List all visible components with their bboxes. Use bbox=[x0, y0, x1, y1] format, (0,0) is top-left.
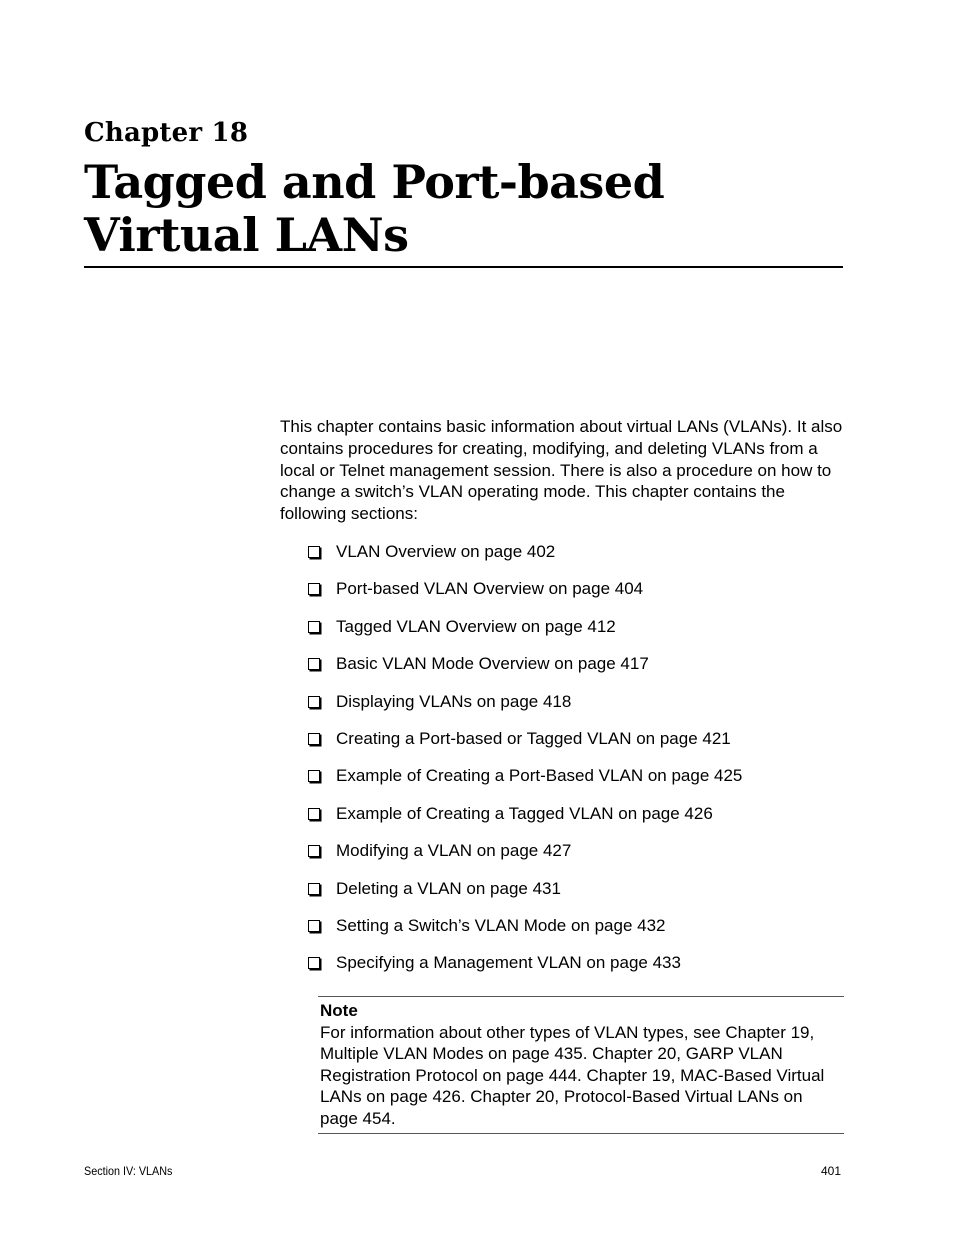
section-item-label: Tagged VLAN Overview on page 412 bbox=[336, 616, 616, 636]
section-item-label: Modifying a VLAN on page 427 bbox=[336, 841, 572, 861]
chapter-title bbox=[84, 156, 844, 262]
note-box bbox=[318, 996, 844, 1134]
section-item-label: Setting a Switch’s VLAN Mode on page 432 bbox=[336, 915, 666, 935]
checkbox-icon bbox=[308, 583, 320, 595]
checkbox-icon bbox=[308, 883, 320, 895]
checkbox-icon bbox=[308, 957, 320, 969]
section-item-label: Creating a Port-based or Tagged VLAN on page 421 bbox=[336, 728, 731, 748]
checkbox-icon bbox=[308, 770, 320, 782]
note-body: For information about other types of VLAN types, see Chapter 19, Multiple VLAN Modes on page 435. Chapter 20, GARP VLAN Registration Protocol on page 444. Chapter 19, MAC-Based Virtual LANs on page 426. Chapter 20, Protocol-Based Virtual LANs on page 454. bbox=[320, 1022, 825, 1128]
section-item-label: Port-based VLAN Overview on page 404 bbox=[336, 579, 644, 599]
section-item-label: Example of Creating a Port-Based VLAN on page 425 bbox=[336, 766, 743, 786]
checkbox-icon bbox=[308, 621, 320, 633]
checkbox-icon bbox=[308, 546, 320, 558]
note-heading: Note bbox=[320, 1001, 358, 1020]
footer-page-number: 401 bbox=[820, 1164, 841, 1178]
section-item-label: Deleting a VLAN on page 431 bbox=[336, 878, 561, 898]
section-item-label: Example of Creating a Tagged VLAN on page 426 bbox=[336, 803, 713, 823]
section-item-label: Basic VLAN Mode Overview on page 417 bbox=[336, 654, 649, 674]
footer-section-label: Section IV: VLANs bbox=[84, 1164, 173, 1178]
chapter-label: Chapter 18 bbox=[84, 118, 249, 148]
checkbox-icon bbox=[308, 808, 320, 820]
checkbox-icon bbox=[308, 845, 320, 857]
section-item-label: VLAN Overview on page 402 bbox=[336, 542, 556, 561]
chapter-title-line-2: Virtual LANs bbox=[84, 208, 409, 262]
checkbox-icon bbox=[308, 658, 320, 670]
section-item-label: Displaying VLANs on page 418 bbox=[336, 691, 572, 711]
section-item-label: Specifying a Management VLAN on page 433 bbox=[336, 953, 681, 973]
checkbox-icon bbox=[308, 696, 320, 708]
title-rule bbox=[84, 266, 843, 268]
checkbox-icon bbox=[308, 920, 320, 932]
checkbox-icon bbox=[308, 733, 320, 745]
intro-paragraph: This chapter contains basic information about virtual LANs (VLANs). It also contains procedures for creating, modifying, and deleting VLANs from a local or Telnet management session. There is also a procedure on how to change a switch’s VLAN operating mode. This chapter contains the following sections: bbox=[280, 417, 843, 524]
chapter-title-line-1: Tagged and Port-based bbox=[84, 155, 665, 209]
